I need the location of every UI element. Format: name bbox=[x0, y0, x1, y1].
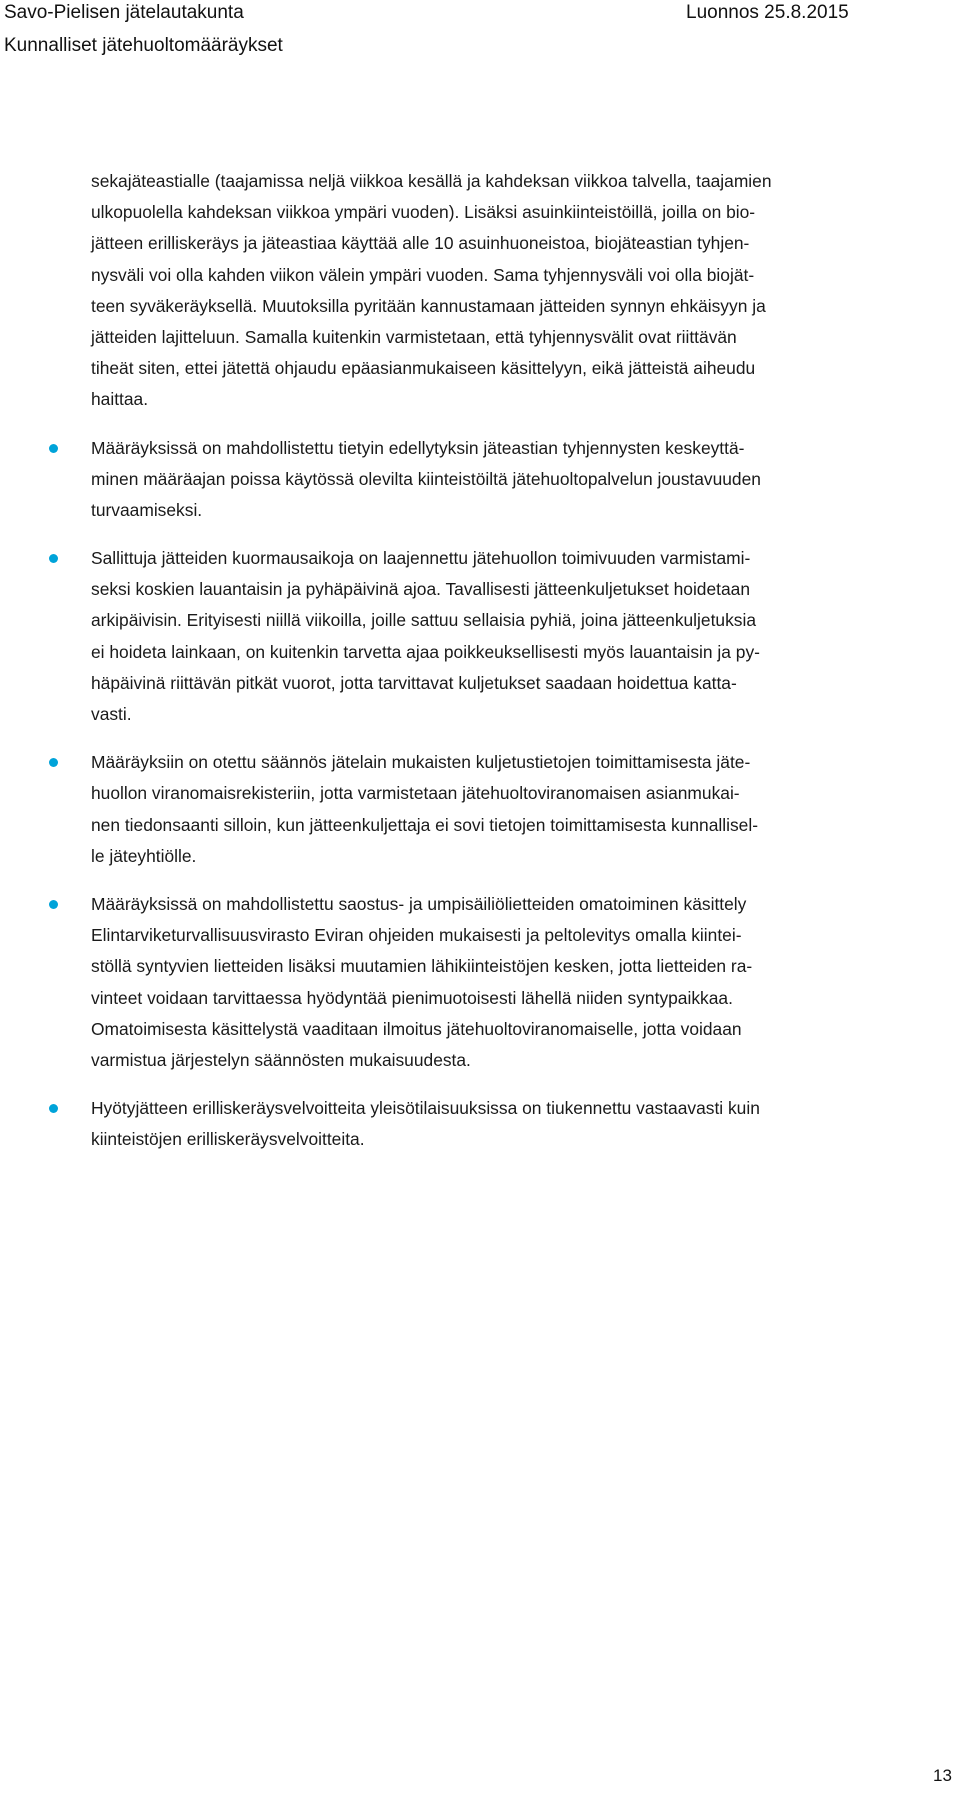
bullet-item bbox=[91, 433, 960, 527]
bullet-line: Omatoimisesta käsittelystä vaaditaan ilmoitus jätehuoltoviranomaiselle, jotta voidaan bbox=[91, 1018, 742, 1039]
bullet-line: le jäteyhtiölle. bbox=[91, 845, 197, 866]
bullet-item bbox=[91, 1093, 960, 1155]
bullet-dot-icon bbox=[49, 444, 58, 453]
paragraph-line: tiheät siten, ettei jätettä ohjaudu epäasianmukaiseen käsittelyyn, eikä jätteistä aiheudu bbox=[91, 358, 756, 379]
bullet-line: Sallittuja jätteiden kuormausaikoja on laajennettu jätehuollon toimivuuden varmistami- bbox=[91, 548, 751, 569]
bullet-line: minen määräajan poissa käytössä olevilta kiinteistöiltä jätehuoltopalvelun joustavuuden bbox=[91, 468, 761, 489]
page-number: 13 bbox=[933, 1766, 952, 1785]
organization-name: Savo-Pielisen jätelautakunta bbox=[4, 2, 244, 23]
document-body bbox=[91, 166, 960, 1155]
bullet-line: arkipäivisin. Erityisesti niillä viikoilla, joille sattuu sellaisia pyhiä, joina jätteenkuljetuksia bbox=[91, 610, 757, 631]
bullet-dot-icon bbox=[49, 758, 58, 767]
bullet-line: kiinteistöjen erilliskeräysvelvoitteita. bbox=[91, 1129, 365, 1150]
bullet-line: vasti. bbox=[91, 704, 132, 724]
paragraph-line: nysväli voi olla kahden viikon välein ympäri vuoden. Sama tyhjennysväli voi olla biojät- bbox=[91, 264, 755, 285]
bullet-dot-icon bbox=[49, 554, 58, 563]
paragraph-line: jätteiden lajitteluun. Samalla kuitenkin varmistetaan, että tyhjennysvälit ovat riittävän bbox=[91, 326, 737, 347]
bullet-line: seksi koskien lauantaisin ja pyhäpäivinä ajoa. Tavallisesti jätteenkuljetukset hoidetaan bbox=[91, 579, 751, 600]
paragraph-line: ulkopuolella kahdeksan viikkoa ympäri vuoden). Lisäksi asuinkiinteistöillä, joilla on bio- bbox=[91, 202, 756, 223]
bullet-line: turvaamiseksi. bbox=[91, 499, 203, 520]
bullet-line: Määräyksissä on mahdollistettu tietyin edellytyksin jäteastian tyhjennysten keskeyttä- bbox=[91, 437, 745, 458]
draft-date: Luonnos 25.8.2015 bbox=[686, 2, 849, 23]
paragraph-line: sekajäteastialle (taajamissa neljä viikkoa kesällä ja kahdeksan viikkoa talvella, taajamien bbox=[91, 171, 772, 191]
page-header bbox=[0, 0, 960, 70]
bullet-item bbox=[91, 889, 960, 1076]
bullet-line: stöllä syntyvien lietteiden lisäksi muutamien lähikiinteistöjen kesken, jotta lietteiden ra- bbox=[91, 956, 753, 977]
bullet-item bbox=[91, 543, 960, 730]
bullet-line: Määräyksiin on otettu säännös jätelain mukaisten kuljetustietojen toimittamisesta jäte- bbox=[91, 752, 751, 773]
bullet-line: huollon viranomaisrekisteriin, jotta varmistetaan jätehuoltoviranomaisen asianmukai- bbox=[91, 783, 740, 804]
bullet-line: Määräyksissä on mahdollistettu saostus- ja umpisäiliölietteiden omatoiminen käsittely bbox=[91, 893, 747, 914]
bullet-line: Hyötyjätteen erilliskeräysvelvoitteita yleisötilaisuuksissa on tiukennettu vastaavasti kuin bbox=[91, 1098, 760, 1119]
bullet-item bbox=[91, 747, 960, 872]
intro-paragraph bbox=[91, 166, 960, 416]
bullet-line: nen tiedonsaanti silloin, kun jätteenkuljettaja ei sovi tietojen toimittamisesta kunnallisel- bbox=[91, 814, 759, 835]
bullet-dot-icon bbox=[49, 900, 58, 909]
document-title: Kunnalliset jätehuoltomääräykset bbox=[4, 35, 283, 56]
bullet-line: häpäivinä riittävän pitkät vuorot, jotta tarvittavat kuljetukset saadaan hoidettua katta- bbox=[91, 672, 737, 693]
paragraph-line: haittaa. bbox=[91, 389, 149, 410]
bullet-dot-icon bbox=[49, 1104, 58, 1113]
paragraph-line: jätteen erilliskeräys ja jäteastiaa käyttää alle 10 asuinhuoneistoa, biojäteastian tyhjen- bbox=[91, 233, 750, 254]
bullet-line: vinteet voidaan tarvittaessa hyödyntää pienimuotoisesti lähellä niiden syntypaikkaa. bbox=[91, 987, 733, 1008]
bullet-line: ei hoideta lainkaan, on kuitenkin tarvetta ajaa poikkeuksellisesti myös lauantaisin ja py- bbox=[91, 641, 760, 662]
paragraph-line: teen syväkeräyksellä. Muutoksilla pyritään kannustamaan jätteiden synnyn ehkäisyyn ja bbox=[91, 295, 766, 316]
bullet-line: Elintarviketurvallisuusvirasto Eviran ohjeiden mukaisesti ja peltolevitys omalla kiintei- bbox=[91, 925, 742, 946]
bullet-line: varmistua järjestelyn säännösten mukaisuudesta. bbox=[91, 1049, 471, 1070]
